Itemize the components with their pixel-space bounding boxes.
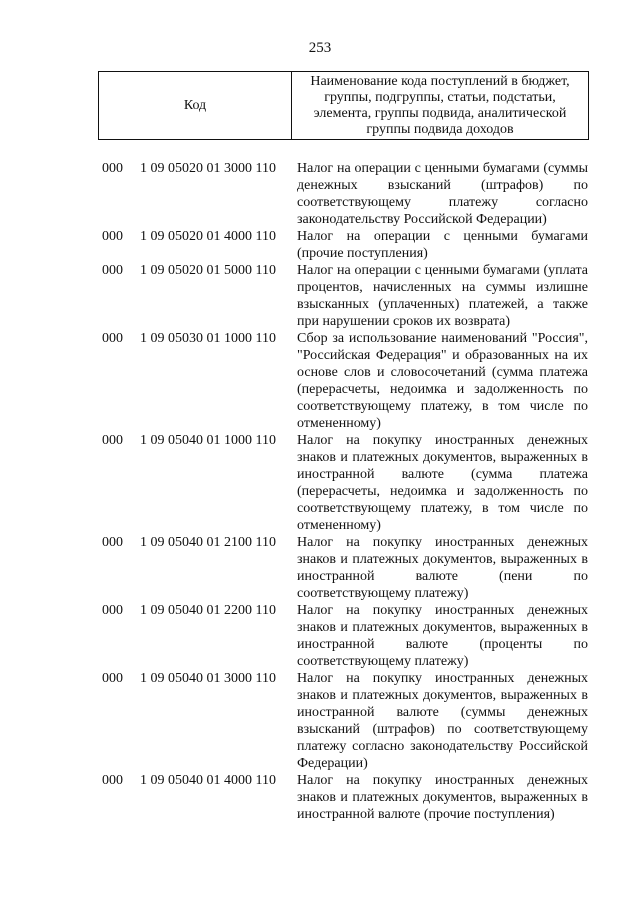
table-row bbox=[0, 670, 640, 772]
table-row bbox=[0, 262, 640, 330]
table-body bbox=[0, 160, 640, 823]
admin-code: 000 bbox=[102, 603, 123, 618]
table-row bbox=[0, 602, 640, 670]
revenue-description: Налог на операции с ценными бумагами (суммы денежных взысканий (штрафов) по соответствующему платежу согласно законодательству Российской Федерации) bbox=[297, 161, 588, 227]
admin-code: 000 bbox=[102, 161, 123, 176]
table-row bbox=[0, 330, 640, 432]
revenue-code: 1 09 05040 01 3000 110 bbox=[140, 671, 276, 686]
revenue-description: Налог на покупку иностранных денежных знаков и платежных документов, выраженных в иностранной валюте (пени по соответствующему платежу) bbox=[297, 535, 588, 601]
admin-code: 000 bbox=[102, 671, 123, 686]
admin-code: 000 bbox=[102, 229, 123, 244]
admin-code: 000 bbox=[102, 433, 123, 448]
header-name-label: Наименование кода поступлений в бюджет, группы, подгруппы, статьи, подстатьи, элемента, группы подвида, аналитической группы подвида доходов bbox=[310, 73, 570, 137]
revenue-code: 1 09 05030 01 1000 110 bbox=[140, 331, 276, 346]
revenue-code: 1 09 05020 01 3000 110 bbox=[140, 161, 276, 176]
admin-code: 000 bbox=[102, 331, 123, 346]
table-row bbox=[0, 160, 640, 228]
revenue-description: Налог на покупку иностранных денежных знаков и платежных документов, выраженных в иностранной валюте (прочие поступления) bbox=[297, 773, 588, 822]
revenue-code: 1 09 05040 01 2200 110 bbox=[140, 603, 276, 618]
revenue-description: Налог на операции с ценными бумагами (прочие поступления) bbox=[297, 229, 588, 261]
admin-code: 000 bbox=[102, 773, 123, 788]
revenue-code: 1 09 05020 01 4000 110 bbox=[140, 229, 276, 244]
revenue-code: 1 09 05040 01 4000 110 bbox=[140, 773, 276, 788]
revenue-description: Налог на покупку иностранных денежных знаков и платежных документов, выраженных в иностранной валюте (сумма платежа (перерасчеты, недоимка и задолженность по соответствующему платежу, в том числе по отмененному) bbox=[297, 433, 588, 533]
revenue-code: 1 09 05040 01 2100 110 bbox=[140, 535, 276, 550]
revenue-code: 1 09 05040 01 1000 110 bbox=[140, 433, 276, 448]
table-row bbox=[0, 432, 640, 534]
revenue-description: Сбор за использование наименований "Россия", "Российская Федерация" и образованных на их основе слов и словосочетаний (сумма платежа (перерасчеты, недоимка и задолженность по соответствующему платежу, в том числе по отмененному) bbox=[297, 331, 588, 431]
admin-code: 000 bbox=[102, 263, 123, 278]
table-row bbox=[0, 534, 640, 602]
page-number: 253 bbox=[308, 40, 332, 56]
header-code-label: Код bbox=[99, 72, 292, 139]
admin-code: 000 bbox=[102, 535, 123, 550]
table-row bbox=[0, 772, 640, 823]
table-header bbox=[98, 71, 589, 140]
revenue-description: Налог на покупку иностранных денежных знаков и платежных документов, выраженных в иностранной валюте (проценты по соответствующему платежу) bbox=[297, 603, 588, 669]
revenue-description: Налог на покупку иностранных денежных знаков и платежных документов, выраженных в иностранной валюте (суммы денежных взысканий (штрафов) по соответствующему платежу согласно законодательству Российской Федерации) bbox=[297, 671, 588, 771]
revenue-code: 1 09 05020 01 5000 110 bbox=[140, 263, 276, 278]
revenue-description: Налог на операции с ценными бумагами (уплата процентов, начисленных на суммы излишне взысканных (уплаченных) платежей, а также при нарушении сроков их возврата) bbox=[297, 263, 588, 329]
table-row bbox=[0, 228, 640, 262]
